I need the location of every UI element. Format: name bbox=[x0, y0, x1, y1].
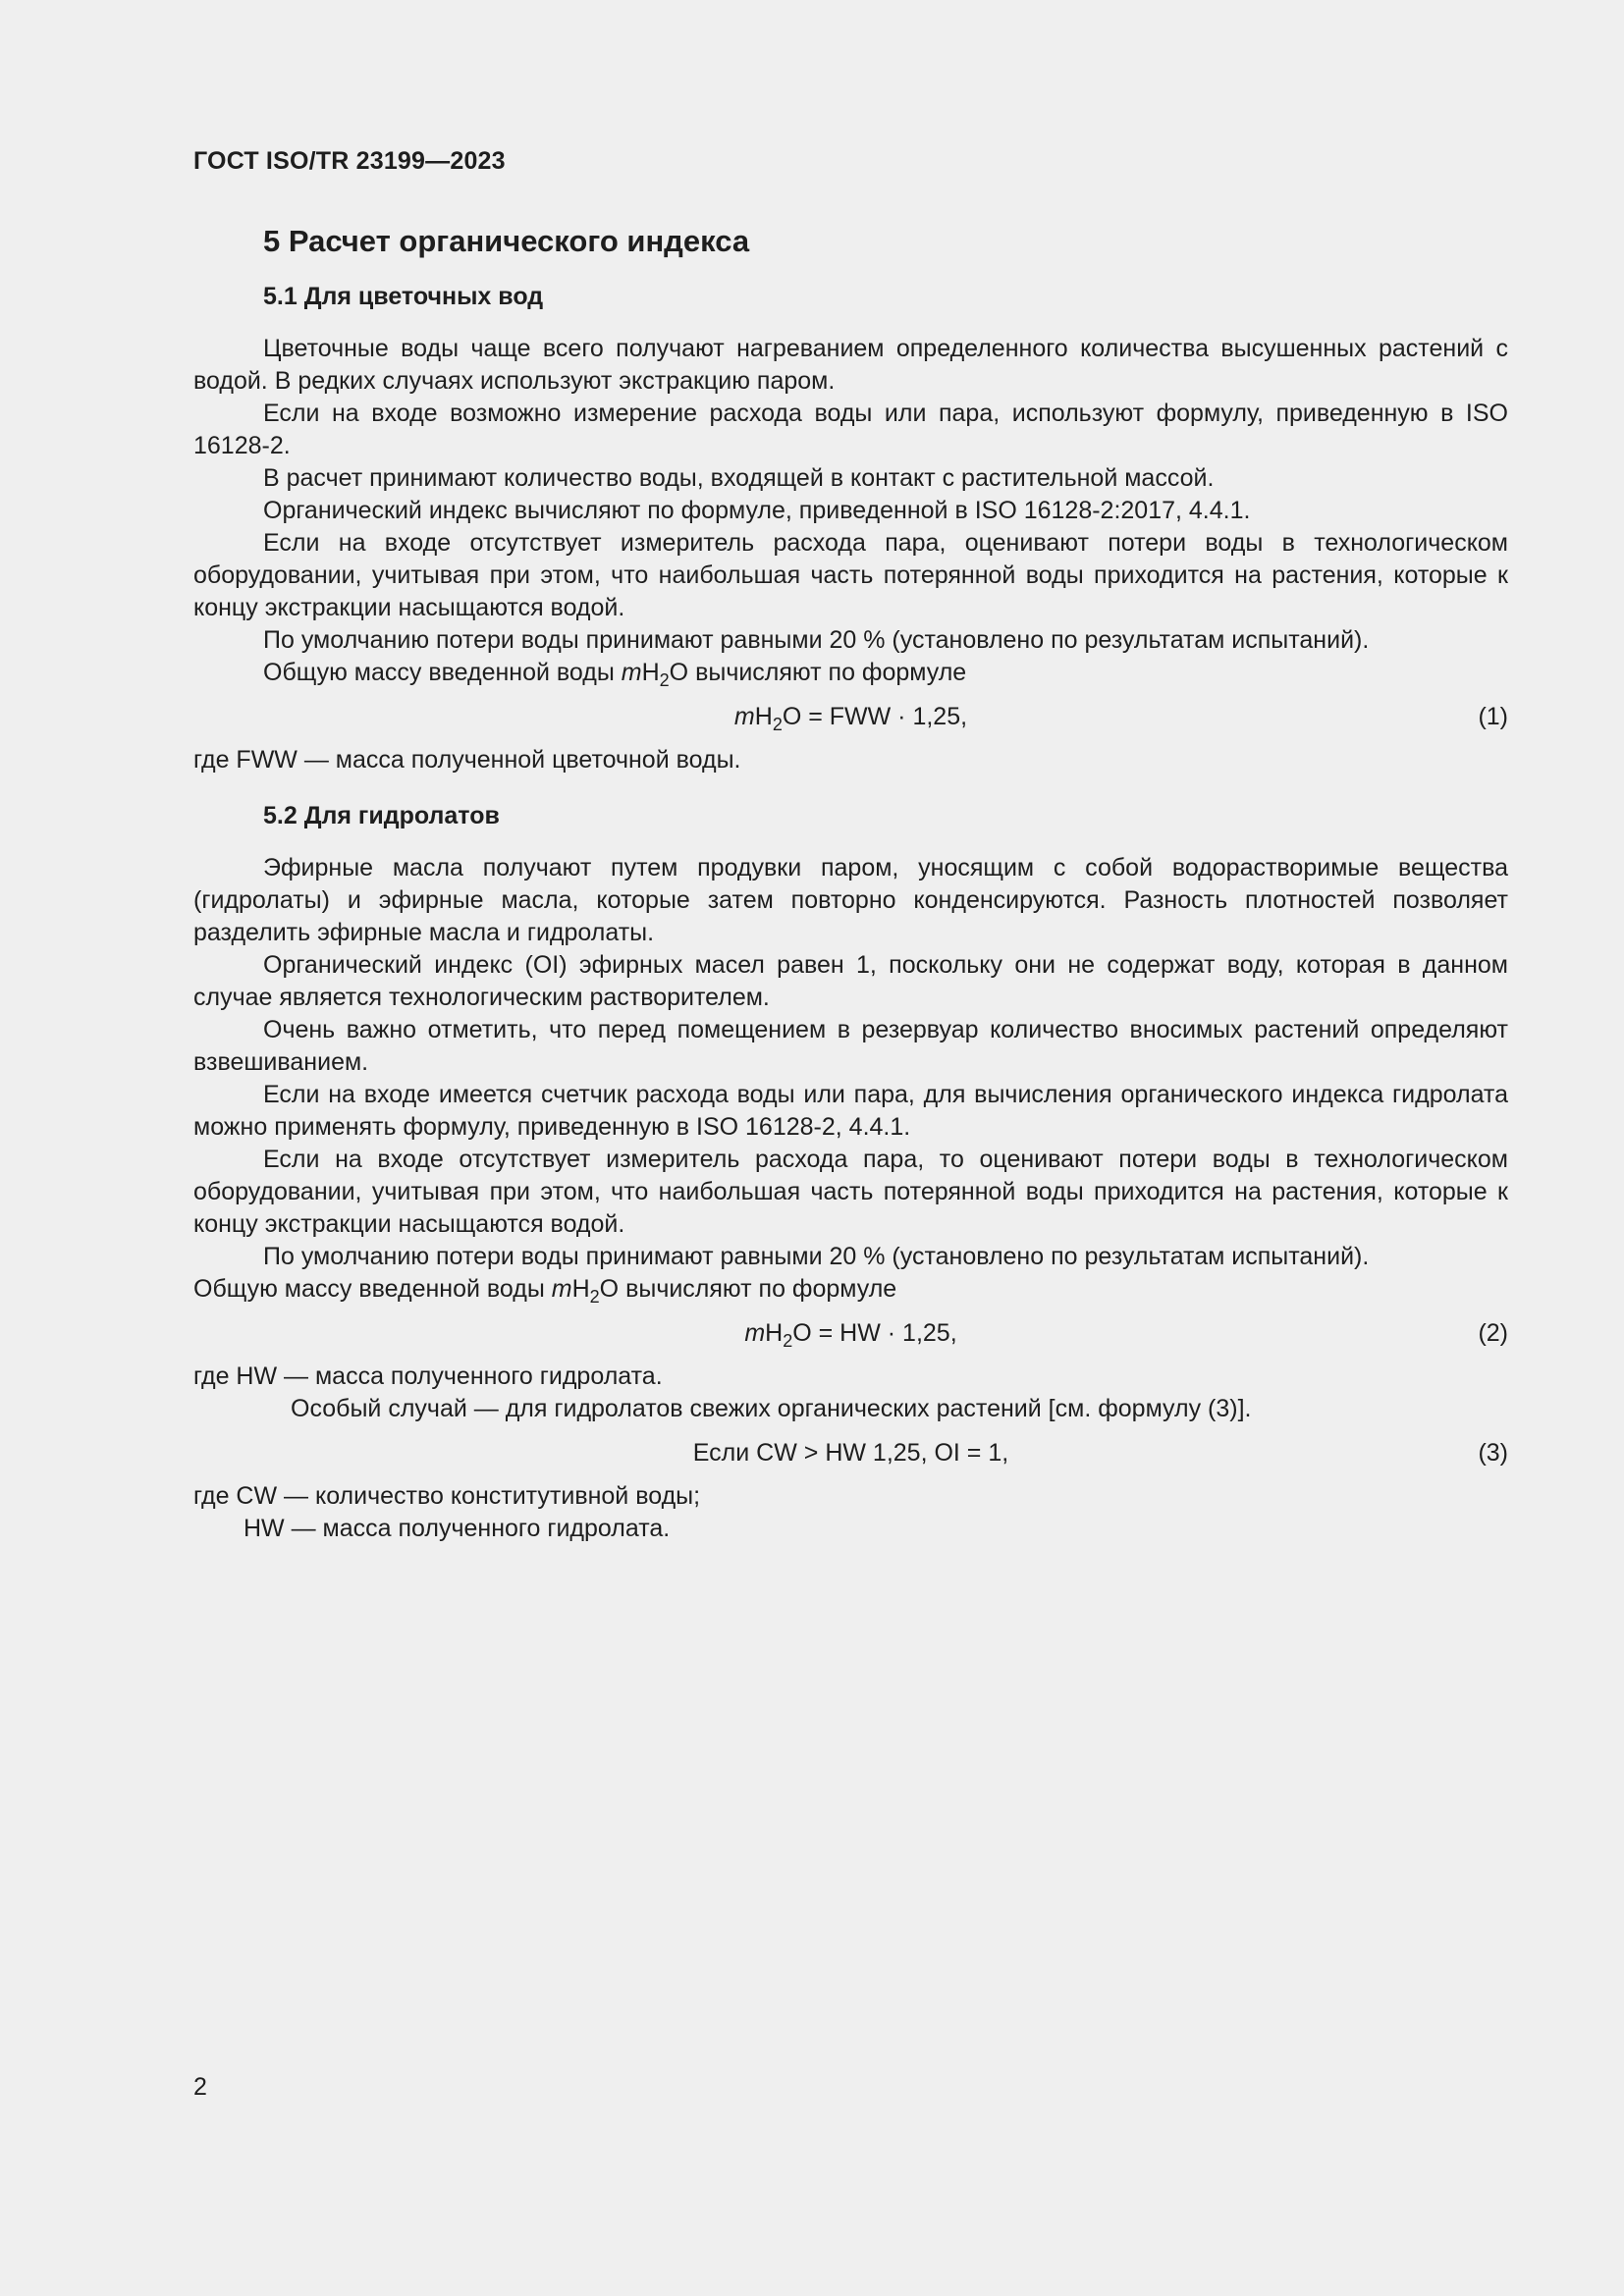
formula-expression: $mH_2O$ = HW · 1,25, bbox=[744, 1319, 957, 1351]
formula-explanation: где FWW — масса полученной цветочной воды. bbox=[193, 746, 741, 774]
formula-2 bbox=[193, 1315, 1508, 1351]
formula-explanation: где HW — масса полученного гидролата. bbox=[193, 1362, 663, 1390]
paragraph: Если на входе возможно измерение расхода воды или пара, используют формулу, приведенную в ISO 16128-2. bbox=[193, 400, 1508, 459]
document-body bbox=[193, 222, 1508, 1545]
section-title: 5 Расчет органического индекса bbox=[263, 224, 750, 258]
paragraph: Очень важно отметить, что перед помещением в резервуар количество вносимых растений определяют взвешиванием. bbox=[193, 1016, 1508, 1076]
variable-m: m bbox=[551, 1275, 572, 1303]
document-header: ГОСТ ISO/TR 23199—2023 bbox=[193, 147, 506, 175]
subsection-title-5-1: 5.1 Для цветочных вод bbox=[263, 283, 544, 310]
paragraph: В расчет принимают количество воды, входящей в контакт с растительной массой. bbox=[263, 464, 1215, 492]
formula-expression: $mH_2O$ = FWW · 1,25, bbox=[733, 703, 968, 734]
paragraph: Эфирные масла получают путем продувки паром, уносящим с собой водорастворимые вещества (гидролаты) и эфирные масла, которые затем повторно конденсируются. Разность плотностей позволяет разделить эфирные масла и гидролаты. bbox=[193, 854, 1508, 946]
formula-explanation: где CW — количество конститутивной воды; bbox=[193, 1482, 701, 1510]
paragraph: Органический индекс (OI) эфирных масел равен 1, поскольку они не содержат воду, которая в данном случае является технологическим растворителем. bbox=[193, 951, 1508, 1011]
special-case-paragraph: Особый случай — для гидролатов свежих органических растений [см. формулу (3)]. bbox=[291, 1395, 1252, 1422]
paragraph: По умолчанию потери воды принимают равными 20 % (установлено по результатам испытаний). bbox=[263, 626, 1370, 654]
paragraph: Органический индекс вычисляют по формуле, приведенной в ISO 16128-2:2017, 4.4.1. bbox=[263, 497, 1251, 524]
formula-number: (3) bbox=[1478, 1439, 1508, 1467]
formula-number: (2) bbox=[1478, 1319, 1508, 1347]
formula-expression: Если CW > HW 1,25, OI = 1, bbox=[692, 1439, 1009, 1467]
paragraph-with-variable: Общую массу введенной воды $mH_2O$ вычисляют по формуле bbox=[263, 659, 967, 690]
subsection-title-5-2: 5.2 Для гидролатов bbox=[263, 802, 500, 829]
paragraph-with-variable: Общую массу введенной воды $mH_2O$ вычисляют по формуле bbox=[193, 1275, 897, 1307]
paragraph: Если на входе отсутствует измеритель расхода пара, то оценивают потери воды в технологическом оборудовании, учитывая при этом, что наибольшая часть потерянной воды приходится на растения, которые к концу экстракции насыщаются водой. bbox=[193, 1146, 1508, 1238]
formula-explanation: HW — масса полученного гидролата. bbox=[244, 1515, 671, 1542]
page-number: 2 bbox=[193, 2073, 207, 2101]
variable-m: m bbox=[621, 659, 642, 686]
paragraph: Если на входе имеется счетчик расхода воды или пара, для вычисления органического индекса гидролата можно применять формулу, приведенную в ISO 16128-2, 4.4.1. bbox=[193, 1081, 1508, 1141]
paragraph: По умолчанию потери воды принимают равными 20 % (установлено по результатам испытаний). bbox=[263, 1243, 1370, 1270]
paragraph: Если на входе отсутствует измеритель расхода пара, оценивают потери воды в технологическом оборудовании, учитывая при этом, что наибольшая часть потерянной воды приходится на растения, которые к концу экстракции насыщаются водой. bbox=[193, 529, 1508, 621]
formula-number: (1) bbox=[1478, 703, 1508, 730]
formula-1 bbox=[193, 699, 1508, 734]
paragraph: Цветочные воды чаще всего получают нагреванием определенного количества высушенных растений с водой. В редких случаях используют экстракцию паром. bbox=[193, 335, 1508, 395]
formula-3 bbox=[193, 1435, 1508, 1470]
